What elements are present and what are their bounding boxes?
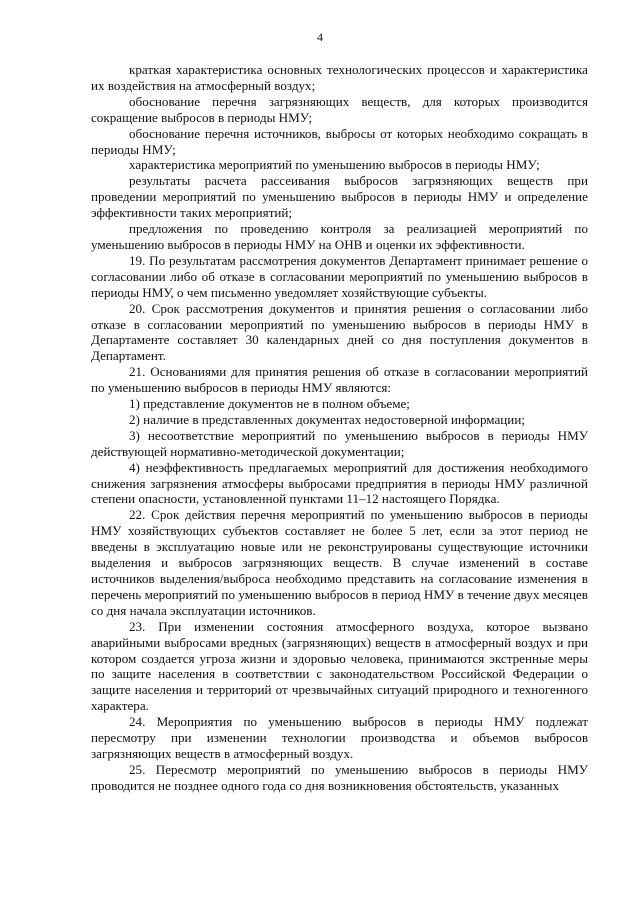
paragraph-measures-characteristics: характеристика мероприятий по уменьшению выбросов в периоды НМУ; bbox=[129, 157, 540, 173]
paragraph-item-22: 22. Срок действия перечня мероприятий по уменьшению выбросов в периоды НМУ хозяйствующих субъектов составляет не более 5 лет, если за этот период не введены в эксплуатацию новые или не реконструированы существующие источники выделения и выбросов загрязняющих веществ. В случае изменений в составе источников выделения/выброса необходимо представить на согласование изменения в перечень мероприятий по уменьшению выбросов в период НМУ в течение двух месяцев со дня начала эксплуатации источников. bbox=[91, 507, 588, 618]
paragraph-pollutants-justification: обоснование перечня загрязняющих веществ, для которых производится сокращение выбросов в периоды НМУ; bbox=[91, 93, 588, 125]
paragraph-process-characteristics: краткая характеристика основных технологических процессов и характеристика их воздействия на атмосферный воздух; bbox=[91, 62, 588, 93]
paragraph-item-24: 24. Мероприятия по уменьшению выбросов в периоды НМУ подлежат пересмотру при изменении технологии производства и объемов выбросов загрязняющих веществ в атмосферный воздух. bbox=[91, 714, 588, 761]
paragraph-item-25: 25. Пересмотр мероприятий по уменьшению выбросов в периоды НМУ проводится не позднее одного года со дня возникновения обстоятельств, указанных bbox=[91, 761, 588, 793]
paragraph-item-19: 19. По результатам рассмотрения документов Департамент принимает решение о согласовании либо об отказе в согласовании мероприятий по уменьшению выбросов в периоды НМУ, о чем письменно уведомляет хозяйствующие субъекты. bbox=[91, 252, 588, 300]
list-item-4: 4) неэффективность предлагаемых мероприятий для достижения необходимого снижения загрязнения атмосферы выбросами предприятия в периоды НМУ различной степени опасности, установленной пунктами 11–12 настоящего Порядка. bbox=[91, 459, 588, 507]
paragraph-item-20: 20. Срок рассмотрения документов и принятия решения о согласовании либо отказе в согласовании мероприятий по уменьшению выбросов в периоды НМУ в Департаменте составляет 30 календарных дней со дня поступления документов в Департамент. bbox=[91, 300, 588, 364]
list-item-2: 2) наличие в представленных документах недостоверной информации; bbox=[129, 411, 525, 427]
page-number: 4 bbox=[317, 30, 323, 44]
paragraph-sources-justification: обоснование перечня источников, выбросы от которых необходимо сокращать в периоды НМУ; bbox=[91, 125, 588, 157]
paragraph-dispersion-results: результаты расчета рассеивания выбросов загрязняющих веществ при проведении мероприятий по уменьшению выбросов в периоды НМУ и определение эффективности таких мероприятий; bbox=[91, 173, 588, 221]
paragraph-item-23: 23. При изменении состояния атмосферного воздуха, которое вызвано аварийными выбросами вредных (загрязняющих) веществ в атмосферный воздух и при котором создается угроза жизни и здоровью человека, принимаются экстренные меры по защите населения в соответствии с законодательством Российской Федерации о защите населения и территорий от чрезвычайных ситуаций природного и техногенного характера. bbox=[91, 618, 588, 714]
paragraph-item-21: 21. Основаниями для принятия решения об отказе в согласовании мероприятий по уменьшению выбросов в периоды НМУ являются: bbox=[91, 364, 588, 396]
paragraph-control-proposals: предложения по проведению контроля за реализацией мероприятий по уменьшению выбросов в периоды НМУ на ОНВ и оценки их эффективности. bbox=[91, 221, 588, 252]
list-item-1: 1) представление документов не в полном объеме; bbox=[129, 396, 410, 412]
list-item-3: 3) несоответствие мероприятий по уменьшению выбросов в периоды НМУ действующей нормативно-методической документации; bbox=[91, 427, 588, 459]
document-body bbox=[91, 62, 588, 794]
